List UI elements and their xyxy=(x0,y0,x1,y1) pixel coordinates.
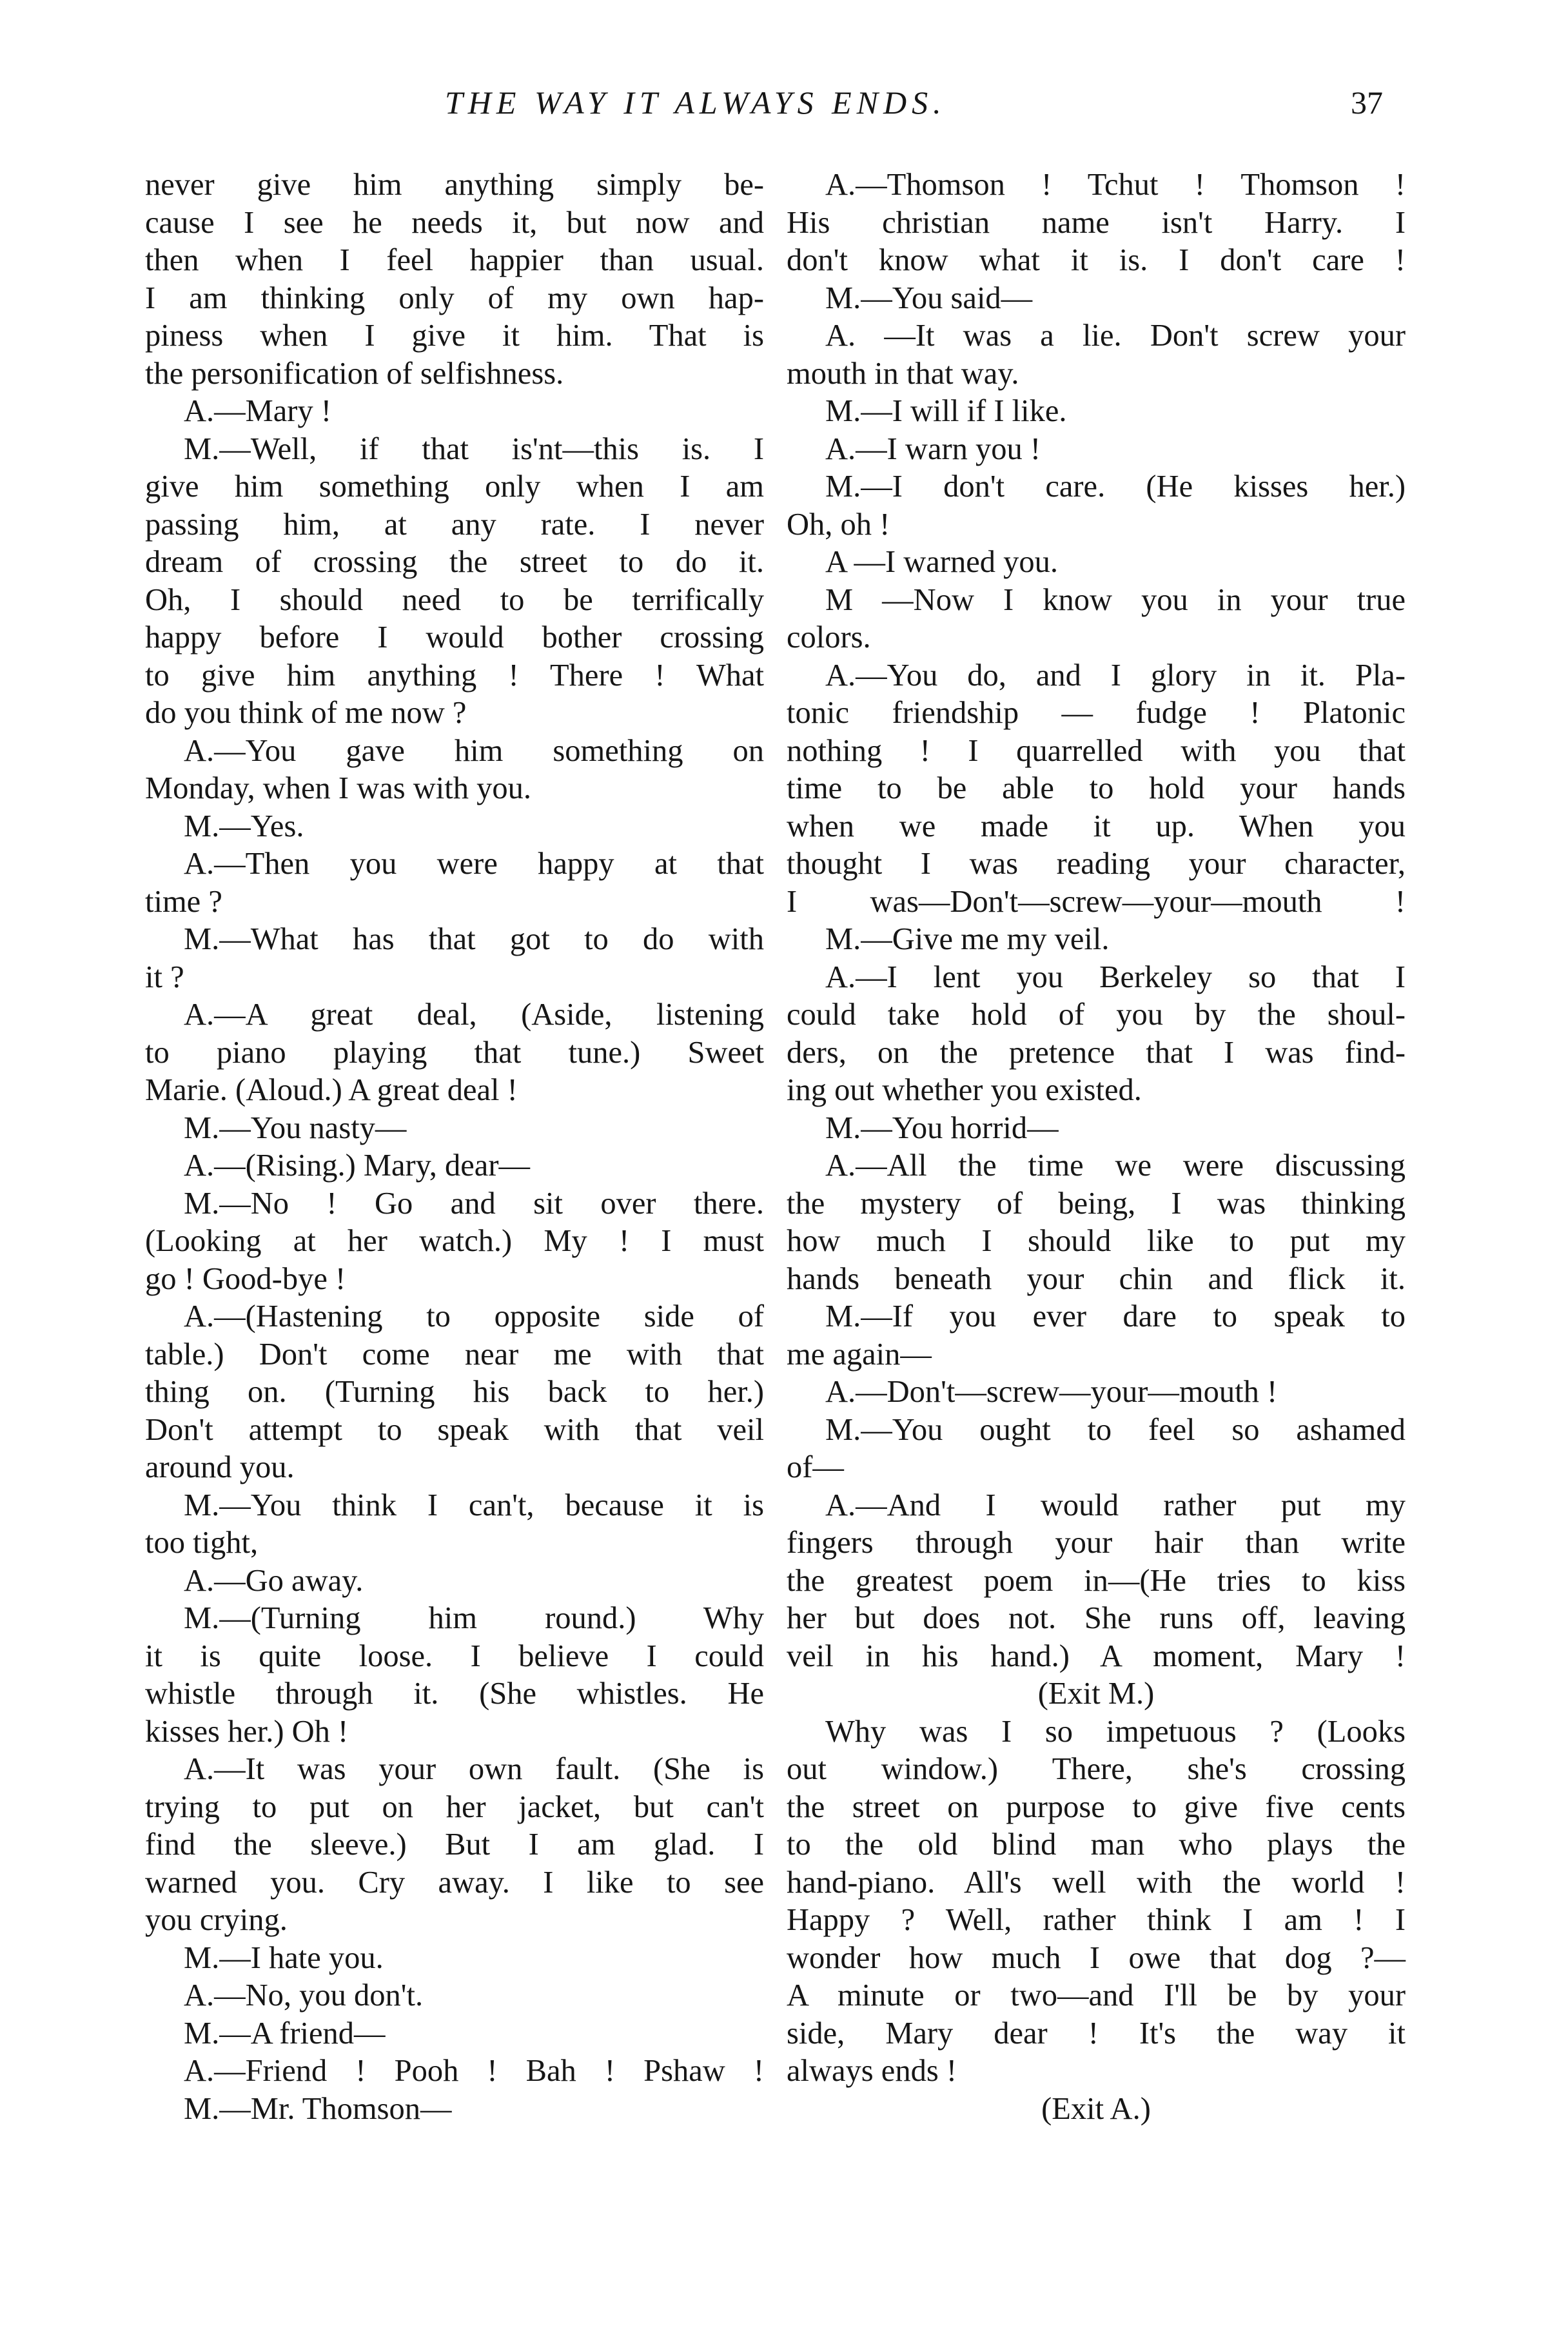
text-line: me again— xyxy=(787,1337,932,1372)
text-line: the street on purpose to give five cents xyxy=(787,1789,1406,1824)
page-number: 37 xyxy=(1351,84,1383,121)
text-line: (Exit M.) xyxy=(1037,1677,1155,1711)
text-line: time to be able to hold your hands xyxy=(787,771,1406,805)
text-line: (Looking at her watch.) My ! I must xyxy=(145,1224,764,1258)
text-line: A.—Friend ! Pooh ! Bah ! Pshaw ! xyxy=(184,2054,764,2088)
text-line: M —Now I know you in your true xyxy=(825,582,1406,617)
text-line: warned you. Cry away. I like to see xyxy=(145,1865,764,1900)
text-line: A.—Go away. xyxy=(184,1563,364,1598)
text-line: Oh, I should need to be terrifically xyxy=(145,582,764,617)
text-line: too tight, xyxy=(145,1526,259,1560)
left-column xyxy=(145,166,764,2128)
right-column xyxy=(787,166,1406,2128)
text-line: fingers through your hair than write xyxy=(787,1526,1406,1560)
text-line: out window.) There, she's crossing xyxy=(787,1752,1406,1786)
text-line: to give him anything ! There ! What xyxy=(145,658,764,693)
text-line: colors. xyxy=(787,620,871,654)
text-line: His christian name isn't Harry. I xyxy=(787,205,1406,240)
text-line: wonder how much I owe that dog ?— xyxy=(787,1940,1406,1975)
text-line: piness when I give it him. That is xyxy=(145,319,764,353)
text-line: side, Mary dear ! It's the way it xyxy=(787,2016,1406,2051)
text-line: ing out whether you existed. xyxy=(787,1073,1142,1107)
text-line: A minute or two—and I'll be by your xyxy=(787,1978,1406,2012)
text-line: Marie. (Aloud.) A great deal ! xyxy=(145,1073,518,1107)
text-line: M.—Yes. xyxy=(184,809,304,843)
text-line: Why was I so impetuous ? (Looks xyxy=(825,1714,1406,1749)
text-line: the mystery of being, I was thinking xyxy=(787,1186,1406,1221)
text-line: you crying. xyxy=(145,1903,288,1937)
text-line: ders, on the pretence that I was find- xyxy=(787,1035,1406,1070)
text-line: M.—I don't care. (He kisses her.) xyxy=(825,469,1406,504)
text-line: trying to put on her jacket, but can't xyxy=(145,1789,764,1824)
text-line: A.—I warn you ! xyxy=(825,431,1041,466)
text-line: M.—A friend— xyxy=(184,2016,386,2051)
text-line: kisses her.) Oh ! xyxy=(145,1714,349,1749)
text-line: A.—Then you were happy at that xyxy=(184,847,764,881)
text-line: then when I feel happier than usual. xyxy=(145,243,764,277)
text-line: her but does not. She runs off, leaving xyxy=(787,1601,1406,1635)
text-line: A.—No, you don't. xyxy=(184,1978,424,2012)
text-line: M.—Well, if that is'nt—this is. I xyxy=(184,431,764,466)
text-line: mouth in that way. xyxy=(787,356,1019,391)
text-line: A.—Don't—screw—your—mouth ! xyxy=(825,1375,1278,1409)
page-header xyxy=(0,84,1568,135)
text-line: table.) Don't come near me with that xyxy=(145,1337,764,1372)
text-line: find the sleeve.) But I am glad. I xyxy=(145,1827,764,1862)
text-line: Happy ? Well, rather think I am ! I xyxy=(787,1903,1406,1937)
text-line: M.—No ! Go and sit over there. xyxy=(184,1186,764,1221)
text-line: how much I should like to put my xyxy=(787,1224,1406,1258)
text-line: A.—You gave him something on xyxy=(184,733,764,768)
text-line: M.—You ought to feel so ashamed xyxy=(825,1412,1406,1447)
text-line: of— xyxy=(787,1450,844,1484)
text-line: Oh, oh ! xyxy=(787,507,890,542)
text-line: M.—You think I can't, because it is xyxy=(184,1488,764,1522)
text-line: A.—And I would rather put my xyxy=(825,1488,1406,1522)
text-line: happy before I would bother crossing xyxy=(145,620,764,654)
text-line: when we made it up. When you xyxy=(787,809,1406,843)
text-line: M.—Mr. Thomson— xyxy=(184,2091,452,2126)
text-line: hands beneath your chin and flick it. xyxy=(787,1261,1406,1296)
text-line: M.—Give me my veil. xyxy=(825,922,1110,956)
text-line: dream of crossing the street to do it. xyxy=(145,545,764,579)
text-line: give him something only when I am xyxy=(145,469,764,504)
text-line: M.—(Turning him round.) Why xyxy=(184,1601,764,1635)
text-line: to the old blind man who plays the xyxy=(787,1827,1406,1862)
text-line: A.—Mary ! xyxy=(184,394,331,428)
text-line: A.—You do, and I glory in it. Pla- xyxy=(825,658,1406,693)
text-line: A.—A great deal, (Aside, listening xyxy=(184,998,764,1032)
text-line: it ? xyxy=(145,959,184,994)
text-line: don't know what it is. I don't care ! xyxy=(787,243,1406,277)
text-line: hand-piano. All's well with the world ! xyxy=(787,1865,1406,1900)
text-line: A.—I lent you Berkeley so that I xyxy=(825,959,1406,994)
text-line: M.—You nasty— xyxy=(184,1110,407,1145)
text-line: tonic friendship — fudge ! Platonic xyxy=(787,696,1406,730)
text-line: go ! Good-bye ! xyxy=(145,1261,346,1296)
text-line: A.—All the time we were discussing xyxy=(825,1148,1406,1183)
text-line: time ? xyxy=(145,884,222,919)
text-line: Don't attempt to speak with that veil xyxy=(145,1412,764,1447)
text-line: A.—Thomson ! Tchut ! Thomson ! xyxy=(825,168,1406,202)
text-line: passing him, at any rate. I never xyxy=(145,507,764,542)
text-line: cause I see he needs it, but now and xyxy=(145,205,764,240)
running-title: THE WAY IT ALWAYS ENDS. xyxy=(445,84,946,121)
text-line: M.—If you ever dare to speak to xyxy=(825,1299,1406,1333)
text-line: A. —It was a lie. Don't screw your xyxy=(825,319,1406,353)
text-line: A —I warned you. xyxy=(825,545,1058,579)
text-line: A.—(Hastening to opposite side of xyxy=(184,1299,764,1333)
text-line: the personification of selfishness. xyxy=(145,356,564,391)
text-line: M.—I hate you. xyxy=(184,1940,384,1975)
text-line: (Exit A.) xyxy=(1041,2091,1151,2126)
text-line: to piano playing that tune.) Sweet xyxy=(145,1035,764,1070)
text-line: I was—Don't—screw—your—mouth ! xyxy=(787,884,1406,919)
text-line: M.—What has that got to do with xyxy=(184,922,764,956)
text-line: veil in his hand.) A moment, Mary ! xyxy=(787,1638,1406,1673)
text-line: A.—It was your own fault. (She is xyxy=(184,1752,764,1786)
text-line: nothing ! I quarrelled with you that xyxy=(787,733,1406,768)
text-line: M.—I will if I like. xyxy=(825,394,1067,428)
text-line: A.—(Rising.) Mary, dear— xyxy=(184,1148,530,1183)
text-line: never give him anything simply be- xyxy=(145,168,764,202)
text-line: do you think of me now ? xyxy=(145,696,467,730)
text-line: the greatest poem in—(He tries to kiss xyxy=(787,1563,1406,1598)
text-line: could take hold of you by the shoul- xyxy=(787,998,1406,1032)
text-line: it is quite loose. I believe I could xyxy=(145,1638,764,1673)
text-line: M.—You horrid— xyxy=(825,1110,1059,1145)
text-line: Monday, when I was with you. xyxy=(145,771,531,805)
text-line: whistle through it. (She whistles. He xyxy=(145,1677,764,1711)
text-line: always ends ! xyxy=(787,2054,957,2088)
text-line: I am thinking only of my own hap- xyxy=(145,280,764,315)
text-line: thought I was reading your character, xyxy=(787,847,1406,881)
text-line: M.—You said— xyxy=(825,280,1033,315)
text-line: thing on. (Turning his back to her.) xyxy=(145,1375,764,1409)
text-line: around you. xyxy=(145,1450,295,1484)
